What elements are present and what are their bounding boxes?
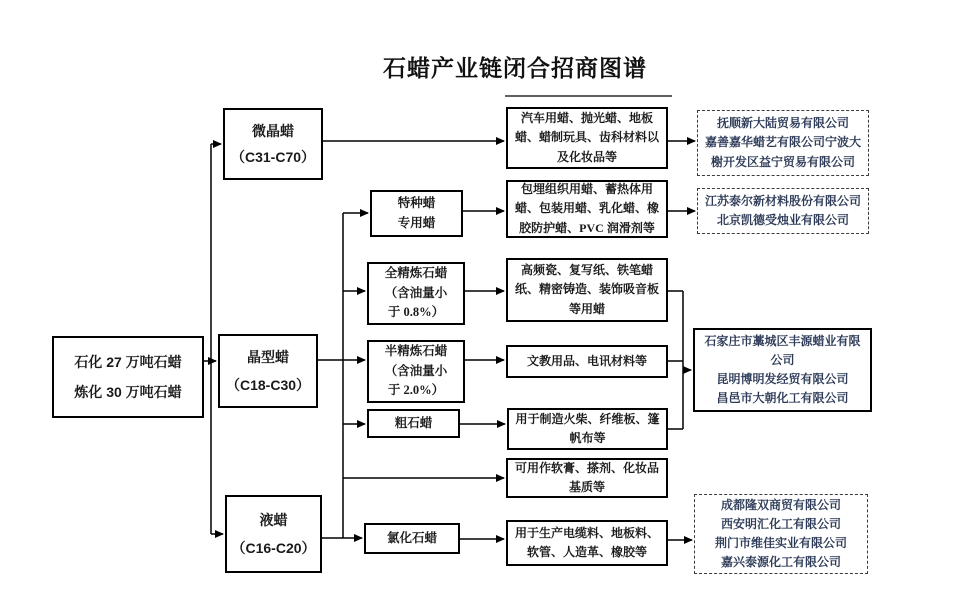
application-box-fully-refined	[506, 258, 668, 322]
source-line-1: 石化 27 万吨石蜡	[74, 354, 182, 370]
category-range: （C31-C70）	[230, 149, 316, 166]
category-box-crystal-wax	[218, 334, 318, 408]
product-line: 专用蜡	[397, 215, 436, 230]
product-line: （含油量小	[384, 285, 448, 300]
company-line: 西安明汇化工有限公司	[720, 516, 841, 531]
application-text: 用于生产电缆料、地板料、软管、人造革、橡胶等	[514, 525, 659, 559]
category-label: 晶型蜡	[247, 349, 289, 366]
company-line: 昆明博明发经贸有限公司	[716, 372, 849, 386]
product-line: （含油量小	[384, 363, 448, 378]
product-line: 于 2.0%）	[387, 383, 445, 398]
category-range: （C16-C20）	[231, 540, 316, 557]
company-box-microcrystalline	[697, 110, 869, 176]
product-line: 于 0.8%）	[387, 305, 445, 320]
product-line: 粗石蜡	[394, 415, 433, 430]
application-text: 包埋组织用蜡、蓄热体用蜡、包装用蜡、乳化蜡、橡胶防护蜡、PVC 润滑剂等	[514, 182, 659, 235]
application-box-semi-refined	[506, 345, 668, 378]
company-line: 北京凯德受烛业有限公司	[716, 213, 849, 227]
source-line-2: 炼化 30 万吨石蜡	[74, 384, 182, 400]
page-title: 石蜡产业链闭合招商图谱	[383, 55, 647, 81]
product-box-chlorinated-wax	[364, 523, 460, 554]
product-box-crude-wax	[367, 409, 460, 438]
application-box-ointment	[506, 458, 668, 498]
product-line: 全精炼石蜡	[384, 266, 448, 281]
category-box-liquid-wax	[225, 495, 322, 573]
application-box-microcrystalline	[506, 107, 668, 169]
application-text: 用于制造火柴、纤维板、篷帆布等	[515, 411, 660, 445]
application-text: 可用作软膏、搽剂、化妆品基质等	[514, 460, 659, 494]
application-box-chlorinated	[506, 520, 668, 566]
application-text: 文教用品、电讯材料等	[526, 353, 647, 368]
application-box-crude-wax	[507, 408, 668, 450]
company-line: 公司	[770, 352, 795, 367]
source-box	[52, 336, 204, 418]
company-box-chlorinated	[694, 494, 868, 574]
company-line: 抚顺新大陆贸易有限公司	[716, 116, 849, 131]
product-line: 特种蜡	[397, 196, 436, 211]
product-box-semi-refined-wax	[367, 340, 465, 403]
product-line: 氯化石蜡	[386, 530, 437, 545]
product-box-special-wax	[370, 190, 463, 237]
company-line: 昌邑市大朝化工有限公司	[716, 391, 849, 406]
company-line: 嘉兴泰源化工有限公司	[720, 555, 841, 570]
product-line: 半精炼石蜡	[384, 344, 448, 359]
company-line: 成都隆双商贸有限公司	[720, 497, 841, 512]
company-line: 石家庄市藁城区丰源蜡业有限	[704, 333, 861, 348]
category-box-microcrystalline-wax	[223, 108, 323, 180]
company-line: 荆门市维佳实业有限公司	[714, 536, 847, 550]
application-box-special-wax	[506, 180, 668, 238]
company-line: 榭开发区益宁贸易有限公司	[710, 154, 855, 169]
product-box-fully-refined-wax	[367, 262, 465, 325]
application-text: 高频瓷、复写纸、铁笔蜡纸、精密铸造、装饰吸音板等用蜡	[514, 263, 659, 316]
company-line: 江苏泰尔新材料股份有限公司	[704, 193, 861, 208]
application-text: 汽车用蜡、抛光蜡、地板蜡、蜡制玩具、齿科材料以及化妆品等	[514, 111, 659, 164]
category-label: 微晶蜡	[252, 122, 294, 139]
company-box-refined-wax	[693, 328, 872, 412]
company-box-special-wax	[697, 188, 869, 234]
category-range: （C18-C30）	[225, 376, 311, 393]
category-label: 液蜡	[259, 511, 288, 528]
company-line: 嘉善嘉华蜡艺有限公司宁波大	[704, 135, 861, 150]
